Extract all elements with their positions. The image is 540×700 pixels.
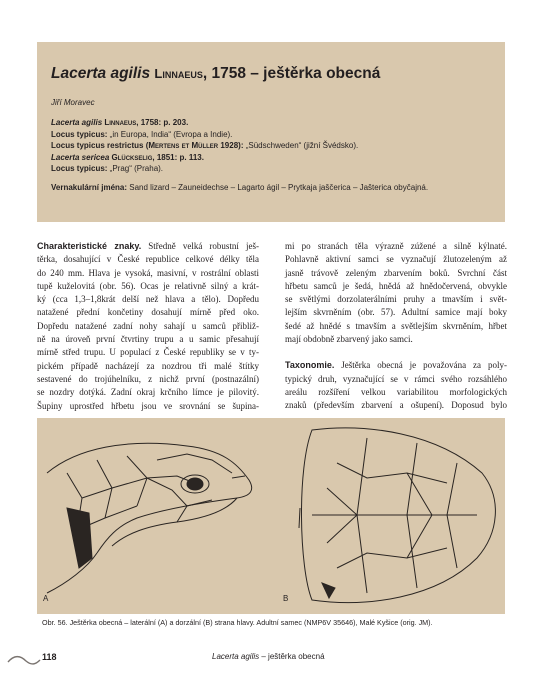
figure-label-b: B [283, 594, 289, 603]
right-column [285, 240, 507, 413]
nomen-3-a: Locus typicus restrictus ( [51, 141, 149, 150]
right-line: areálu rozšíření velkou variabilitou morfologických [285, 386, 507, 397]
lizard-head-illustration [37, 418, 505, 614]
left-line: se nozdry dotýká. Zadní okraj krčního límce je pilovitý. [37, 387, 259, 398]
running-header [212, 652, 325, 661]
figure-label-a: A [43, 594, 49, 603]
figure-56 [37, 418, 505, 614]
right-line: znaků (především zbarvení a ošupení). Doposud bylo [285, 400, 507, 411]
nomen-4-a: Lacerta sericea [51, 152, 110, 162]
left-column [37, 240, 259, 413]
left-line: ně na úroveň první čtvrtiny trupu a u samic přesahují [37, 334, 259, 345]
page-number: 118 [42, 652, 57, 662]
right-line-text: Ještěrka obecná je považována za poly- [334, 360, 507, 371]
nomen-line-1 [51, 117, 491, 129]
right-line: mají obdobně zbarvený jako samci. [285, 334, 413, 345]
left-line: natažené přední končetiny dosahují mírně před oko. [37, 307, 259, 318]
right-line [285, 359, 507, 372]
left-line: Šupiny uprostřed hřbetu jsou ve srovnání se šupina- [37, 400, 259, 411]
figure-caption: Obr. 56. Ještěrka obecná – laterální (A) a dorzální (B) strana hlavy. Adultní samec (NMP6V 35646), Malé Kyšice (orig. JM). [42, 618, 433, 627]
chapter-author: Jiří Moravec [51, 98, 95, 107]
left-line: do 240 mm. Hlava je vysoká, masivní, v rostrální oblasti [37, 267, 259, 278]
nomen-line-5 [51, 163, 491, 175]
nomenclature-block [51, 117, 491, 175]
nomen-3-b: Mertens et Müller 1928 [148, 141, 239, 150]
page-footer [0, 648, 540, 668]
nomen-1-a: Lacerta agilis [51, 118, 103, 127]
nomen-5-a: Locus typicus: [51, 164, 108, 173]
nomen-5-b: „Prag“ (Praha). [107, 164, 164, 173]
right-line: jasně trávově zeleným zbarvením boků. Svrchní část [285, 267, 507, 278]
vernacular-label: Vernakulární jména: [51, 182, 128, 192]
right-line: šedé až hnědé s tmavším a světlejším skvrněním, hřbet [285, 320, 507, 331]
species-title [51, 64, 491, 84]
left-line: sestavené do trojúhelníku, z nichž první (postnazální) [37, 373, 259, 384]
nomen-3-c: ): [238, 141, 246, 150]
section-heading-characters: Charakteristické znaky. [37, 241, 142, 251]
nomen-line-2 [51, 129, 491, 141]
left-line-text: Středně velká robustní ješ- [141, 241, 259, 251]
nomen-4-c: , 1851: p. 113. [152, 152, 204, 162]
paragraph-gap [285, 346, 507, 359]
right-line: se světlými dorzolaterálními pruhy a tmavším i svět- [285, 294, 507, 305]
left-line: těrka, dosahující v České republice celkové délky těla [37, 254, 259, 265]
nomen-4-b: Glückselig [109, 152, 153, 162]
title-species: Lacerta agilis [51, 65, 151, 82]
nomen-line-3 [51, 140, 491, 152]
species-header-box [37, 42, 505, 222]
right-line: lejším skvrněním (obr. 57). Adultní samice mají boky [285, 307, 507, 318]
left-line: mírně střed trupu. U populací z České republiky se v ty- [37, 347, 259, 358]
title-author: Linnaeus [154, 66, 203, 81]
left-line: tupě kuželovitá (obr. 56). Ocas je relativně silný a krát- [37, 280, 259, 291]
running-species: Lacerta agilis [212, 652, 260, 661]
left-line [37, 240, 259, 253]
vernacular-names [51, 183, 491, 192]
nomen-1-c: , 1758: p. 203. [136, 118, 189, 127]
vernacular-text: Sand lizard – Zauneidechse – Lagarto ágil – Prytkaja jaščerica – Jašterica obyčajná. [127, 182, 429, 192]
running-rest: – ještěrka obecná [259, 652, 325, 661]
section-heading-taxonomy: Taxonomie. [285, 360, 335, 371]
nomen-1-b: Linnaeus [102, 118, 137, 127]
right-line: hřbetu samců je šedá, hnědá až hnědočervená, obvykle [285, 280, 507, 291]
nomen-2-a: Locus typicus: [51, 129, 108, 139]
right-line: Pohlavně aktivní samci se vyznačují žlutozeleným až [285, 254, 507, 265]
title-rest: , 1758 – ještěrka obecná [202, 65, 381, 82]
right-line: typický druh, vyznačující se v rámci svého rozsáhlého [285, 373, 507, 384]
nomen-2-b: „in Europa, India“ (Evropa a Indie). [107, 129, 233, 139]
right-line: mi po stranách těla výrazně zúžené a silně kýlnaté. [285, 241, 507, 251]
tail-ornament-icon [6, 653, 42, 667]
left-line: ký (cca 1,3–1,8krát delší než hlava a tělo). Dopředu [37, 294, 259, 305]
nomen-3-d: „Südschweden“ (jižní Švédsko). [245, 141, 359, 150]
left-line: pickém případě nacházejí za nozdrou tři malé štítky [37, 360, 259, 371]
left-line: Dopředu natažené zadní nohy sahají u samců přibliž- [37, 320, 259, 331]
nomen-line-4 [51, 152, 491, 164]
